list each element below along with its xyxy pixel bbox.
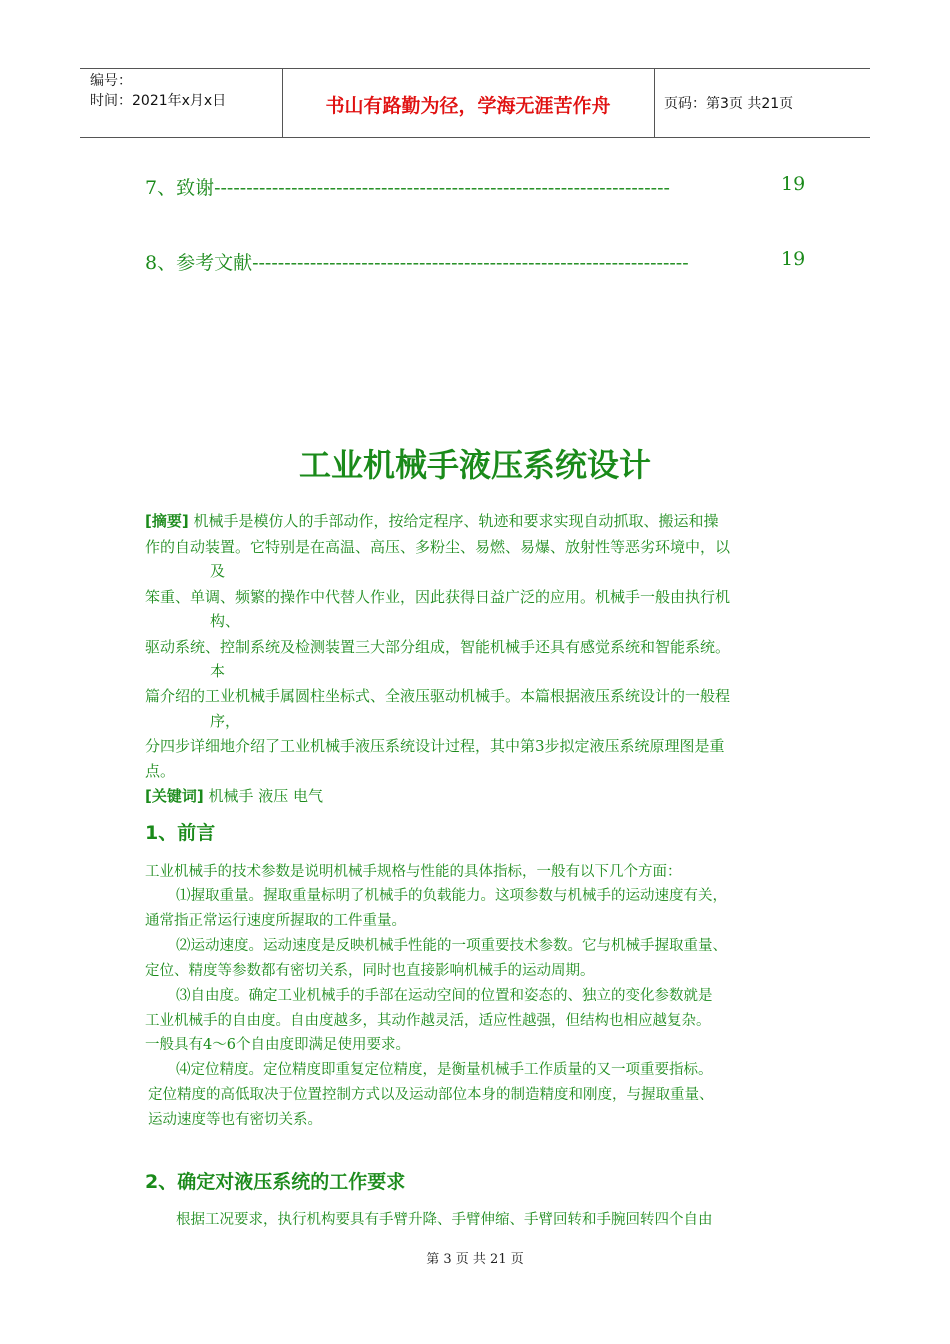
paragraph-line: 一般具有4～6个自由度即满足使用要求。 xyxy=(145,1037,410,1053)
toc-entry[interactable] xyxy=(145,248,806,275)
toc-entry[interactable] xyxy=(145,173,806,200)
header-motto: 书山有路勤为径，学海无涯苦作舟 xyxy=(325,95,611,117)
toc-label: 8、参考文献-------------------------------------------------------------------- xyxy=(145,252,689,274)
keywords-text: 机械手 液压 电气 xyxy=(203,787,324,805)
abstract-line: 及 xyxy=(210,562,226,580)
toc-page: 19 xyxy=(781,248,806,270)
abstract-label: [摘要] xyxy=(145,512,189,530)
header-page-info: 页码：第3页 共21页 xyxy=(664,96,794,112)
abstract-line: 笨重、单调、频繁的操作中代替人作业，因此获得日益广泛的应用。机械手一般由执行机 xyxy=(145,588,731,606)
abstract-line: 点。 xyxy=(145,762,176,780)
page-footer: 第 3 页 共 21 页 xyxy=(426,1252,524,1267)
toc-label: 7、致谢----------------------------------------------------------------------- xyxy=(145,177,670,199)
abstract-line: 分四步详细地介绍了工业机械手液压系统设计过程，其中第3步拟定液压系统原理图是重 xyxy=(145,737,725,755)
paragraph-line: 通常指正常运行速度所握取的工件重量。 xyxy=(145,913,406,929)
abstract-line: [摘要] 机械手是模仿人的手部动作，按给定程序、轨迹和要求实现自动抓取、搬运和操 xyxy=(145,512,719,530)
section-heading: 2、确定对液压系统的工作要求 xyxy=(145,1171,406,1193)
page-header xyxy=(80,68,870,138)
keywords-label: [关键词] xyxy=(145,787,204,805)
paragraph-line: ⑷定位精度。定位精度即重复定位精度，是衡量机械手工作质量的又一项重要指标。 xyxy=(176,1062,713,1078)
abstract-line: 本 xyxy=(210,662,226,680)
abstract-line: 篇介绍的工业机械手属圆柱坐标式、全液压驱动机械手。本篇根据液压系统设计的一般程 xyxy=(145,687,731,705)
section-heading: 1、前言 xyxy=(145,822,216,844)
abstract-line: 构、 xyxy=(210,612,241,630)
paragraph-line: 工业机械手的自由度。自由度越多，其动作越灵活，适应性越强，但结构也相应越复杂。 xyxy=(145,1013,711,1029)
keywords-line xyxy=(145,785,323,806)
document-title: 工业机械手液压系统设计 xyxy=(298,446,651,484)
header-divider xyxy=(654,69,655,137)
header-number: 编号： xyxy=(90,73,132,89)
paragraph-line: ⑵运动速度。运动速度是反映机械手性能的一项重要技术参数。它与机械手握取重量、 xyxy=(176,938,727,954)
header-meta xyxy=(90,71,226,111)
paragraph-line: 根据工况要求，执行机构要具有手臂升降、手臂伸缩、手臂回转和手腕回转四个自由 xyxy=(176,1212,713,1228)
paragraph-line: 定位精度的高低取决于位置控制方式以及运动部位本身的制造精度和刚度，与握取重量、 xyxy=(148,1087,714,1103)
abstract-line: 作的自动装置。它特别是在高温、高压、多粉尘、易燃、易爆、放射性等恶劣环境中，以 xyxy=(145,538,731,556)
paragraph-line: 工业机械手的技术参数是说明机械手规格与性能的具体指标，一般有以下几个方面： xyxy=(145,864,682,880)
abstract-line: 序， xyxy=(210,712,241,730)
paragraph-line: 定位、精度等参数都有密切关系，同时也直接影响机械手的运动周期。 xyxy=(145,963,595,979)
paragraph-line: 运动速度等也有密切关系。 xyxy=(148,1112,322,1128)
header-time: 时间：2021年x月x日 xyxy=(90,93,227,109)
toc-page: 19 xyxy=(781,173,806,195)
paragraph-line: ⑴握取重量。握取重量标明了机械手的负载能力。这项参数与机械手的运动速度有关， xyxy=(176,888,727,904)
abstract-line: 驱动系统、控制系统及检测装置三大部分组成，智能机械手还具有感觉系统和智能系统。 xyxy=(145,638,731,656)
paragraph-line: ⑶自由度。确定工业机械手的手部在运动空间的位置和姿态的、独立的变化参数就是 xyxy=(176,988,713,1004)
